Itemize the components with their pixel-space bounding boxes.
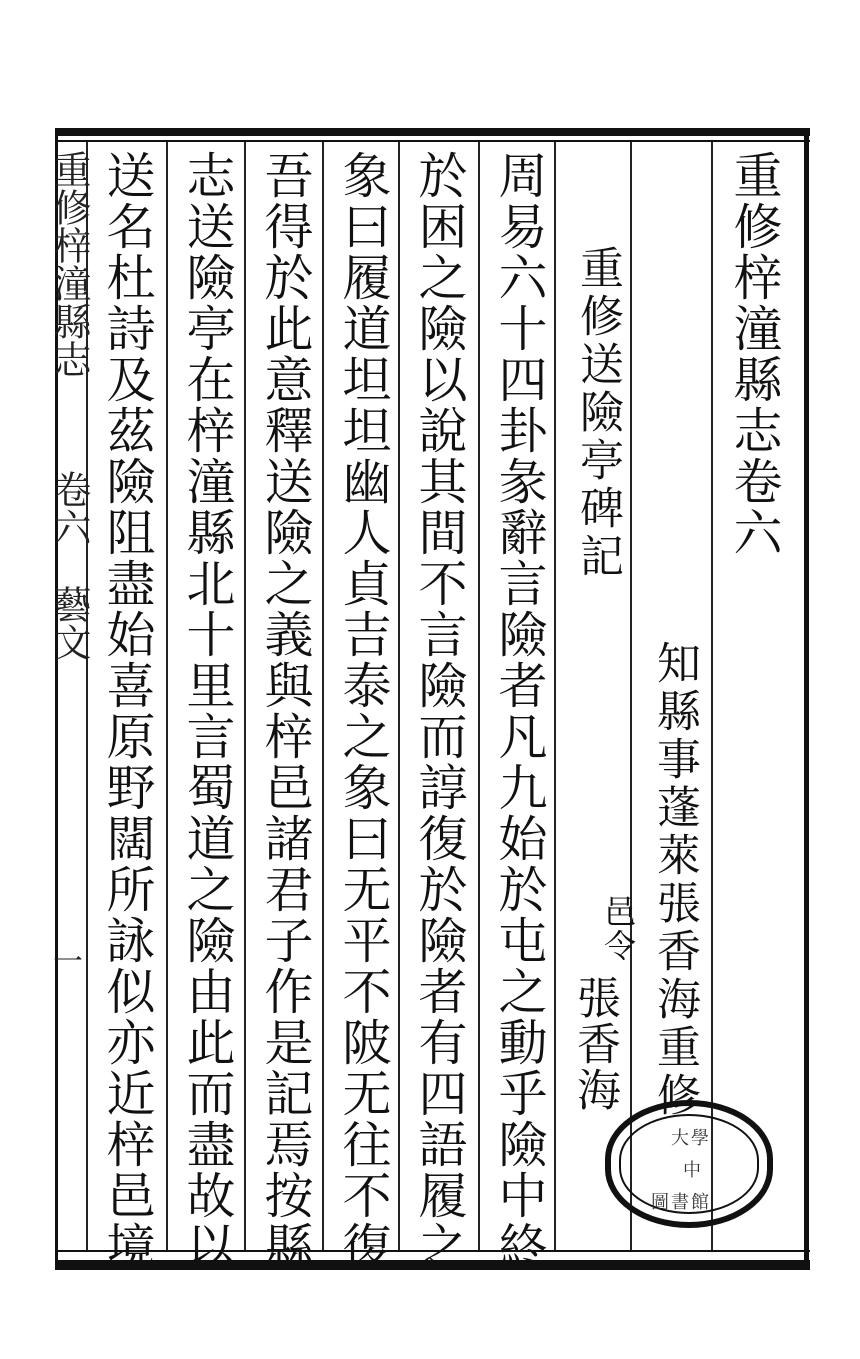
seal-text-bottom: 圖書館	[651, 1192, 711, 1213]
column-divider	[322, 142, 324, 1250]
attribution-name: 張香海	[569, 975, 620, 1113]
right-frame-line	[804, 128, 809, 1270]
top-border-rule	[55, 128, 810, 136]
folio-mark: 一	[47, 945, 82, 975]
body-column-2: 於困之險以說其間不言險而諄復於險者有四語履之	[411, 150, 468, 1272]
article-title: 重修送險亭碑記	[572, 245, 623, 581]
column-divider	[398, 142, 400, 1250]
attribution-line: 知縣事蓬萊張香海重修	[649, 640, 700, 1120]
body-column-4: 吾得於此意釋送險之義與梓邑諸君子作是記焉按縣	[257, 150, 314, 1272]
top-inner-rule	[55, 140, 810, 142]
column-divider	[711, 142, 713, 1250]
margin-title: 重修梓潼縣志	[47, 150, 91, 378]
column-divider	[630, 142, 632, 1250]
body-column-3: 象曰履道坦坦幽人貞吉泰之象曰无平不陂无往不復	[335, 150, 392, 1272]
column-divider	[554, 142, 556, 1250]
seal-text-top: 大學	[671, 1128, 711, 1149]
column-divider	[244, 142, 246, 1250]
body-column-6: 送名杜詩及茲險阻盡始喜原野闊所詠似亦近梓邑境	[99, 150, 156, 1272]
volume-title: 重修梓潼縣志卷六	[726, 150, 783, 558]
column-divider	[166, 142, 168, 1250]
attribution-rank: 邑令	[599, 895, 637, 963]
margin-volume: 卷六	[47, 470, 91, 546]
library-seal	[605, 1100, 773, 1228]
seal-text-middle: 中	[683, 1160, 703, 1181]
column-divider	[478, 142, 480, 1250]
body-column-5: 志送險亭在梓潼縣北十里言蜀道之險由此而盡故以	[179, 150, 236, 1272]
margin-section: 藝文	[47, 585, 91, 661]
body-column-1: 周易六十四卦彖辭言險者凡九始於屯之動乎險中終	[491, 150, 548, 1272]
